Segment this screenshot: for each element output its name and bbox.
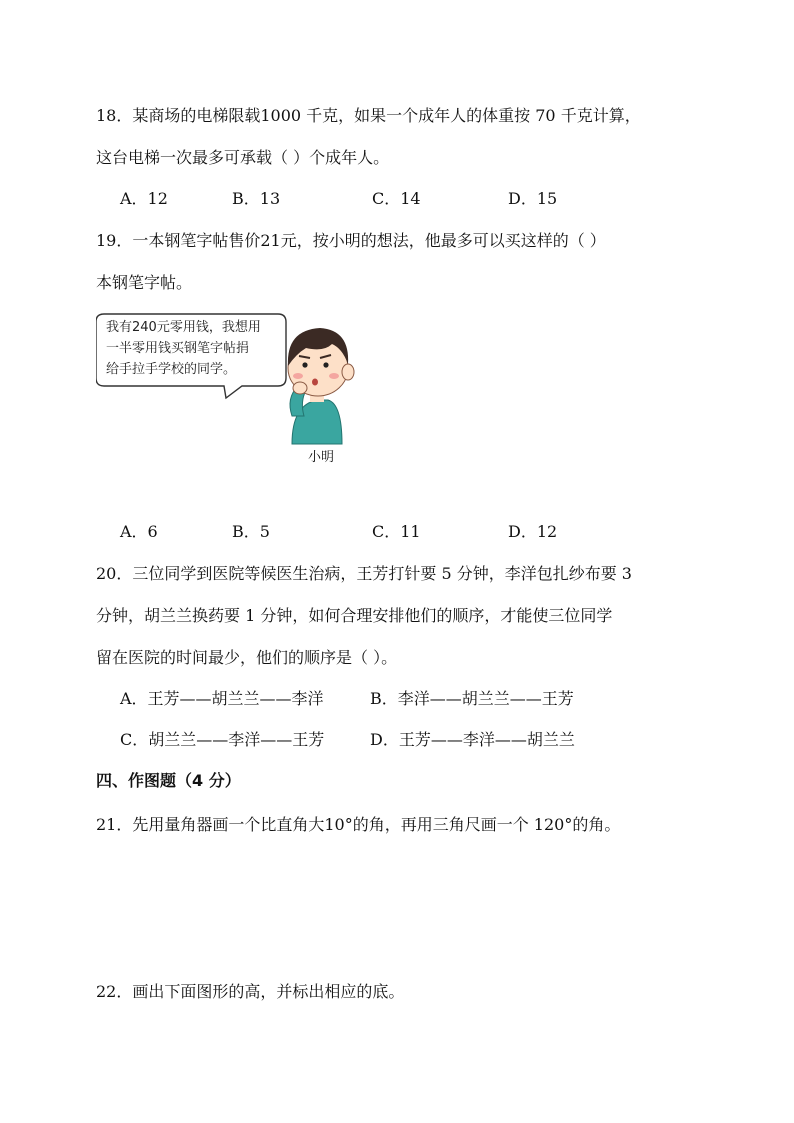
q20-option-a[interactable]: A．王芳——胡兰兰——李洋 [120, 689, 324, 708]
hand-shape [293, 382, 307, 394]
q20-line2: 分钟，胡兰兰换药要 1 分钟，如何合理安排他们的顺序，才能使三位同学 [96, 606, 613, 625]
q19-line1: 19．一本钢笔字帖售价21元，按小明的想法，他最多可以买这样的（ ） [96, 231, 606, 250]
bubble-line-3: 给手拉手学校的同学。 [106, 362, 237, 377]
q18-option-c[interactable]: C．14 [372, 189, 421, 208]
ear-shape [342, 364, 354, 380]
bubble-line-2: 一半零用钱买钢笔字帖捐 [106, 341, 250, 356]
eye-left [302, 362, 307, 367]
q22-text: 22．画出下面图形的高，并标出相应的底。 [96, 982, 405, 1001]
q20-option-d[interactable]: D．王芳——李洋——胡兰兰 [370, 730, 575, 749]
eye-right [323, 362, 328, 367]
section-4-heading: 四、作图题（4 分） [96, 771, 241, 790]
q20-option-c[interactable]: C．胡兰兰——李洋——王芳 [120, 730, 325, 749]
xiaoming-illustration [96, 312, 356, 472]
q18-option-a[interactable]: A．12 [120, 189, 168, 208]
q19-option-a[interactable]: A．6 [120, 522, 158, 541]
q21-text: 21．先用量角器画一个比直角大10°的角，再用三角尺画一个 120°的角。 [96, 815, 621, 834]
xiaoming-caption: 小明 [308, 450, 335, 465]
q18-option-d[interactable]: D．15 [508, 189, 558, 208]
q20-option-b[interactable]: B．李洋——胡兰兰——王芳 [370, 689, 574, 708]
q18-line1: 18．某商场的电梯限载1000 千克，如果一个成年人的体重按 70 千克计算， [96, 106, 641, 125]
speech-bubble-text [106, 317, 286, 380]
q19-option-c[interactable]: C．11 [372, 522, 421, 541]
q19-option-d[interactable]: D．12 [508, 522, 558, 541]
q18-line2: 这台电梯一次最多可承载（ ）个成年人。 [96, 148, 390, 167]
bubble-line-1: 我有240元零用钱，我想用 [106, 320, 261, 335]
q20-line3: 留在医院的时间最少，他们的顺序是（ ）。 [96, 648, 398, 667]
q18-option-b[interactable]: B．13 [232, 189, 281, 208]
mouth-shape [312, 379, 318, 386]
cheek-left [293, 373, 303, 379]
q19-option-b[interactable]: B．5 [232, 522, 270, 541]
q20-line1: 20．三位同学到医院等候医生治病，王芳打针要 5 分钟，李洋包扎纱布要 3 [96, 564, 632, 583]
q19-line2: 本钢笔字帖。 [96, 273, 193, 292]
cheek-right [329, 373, 339, 379]
